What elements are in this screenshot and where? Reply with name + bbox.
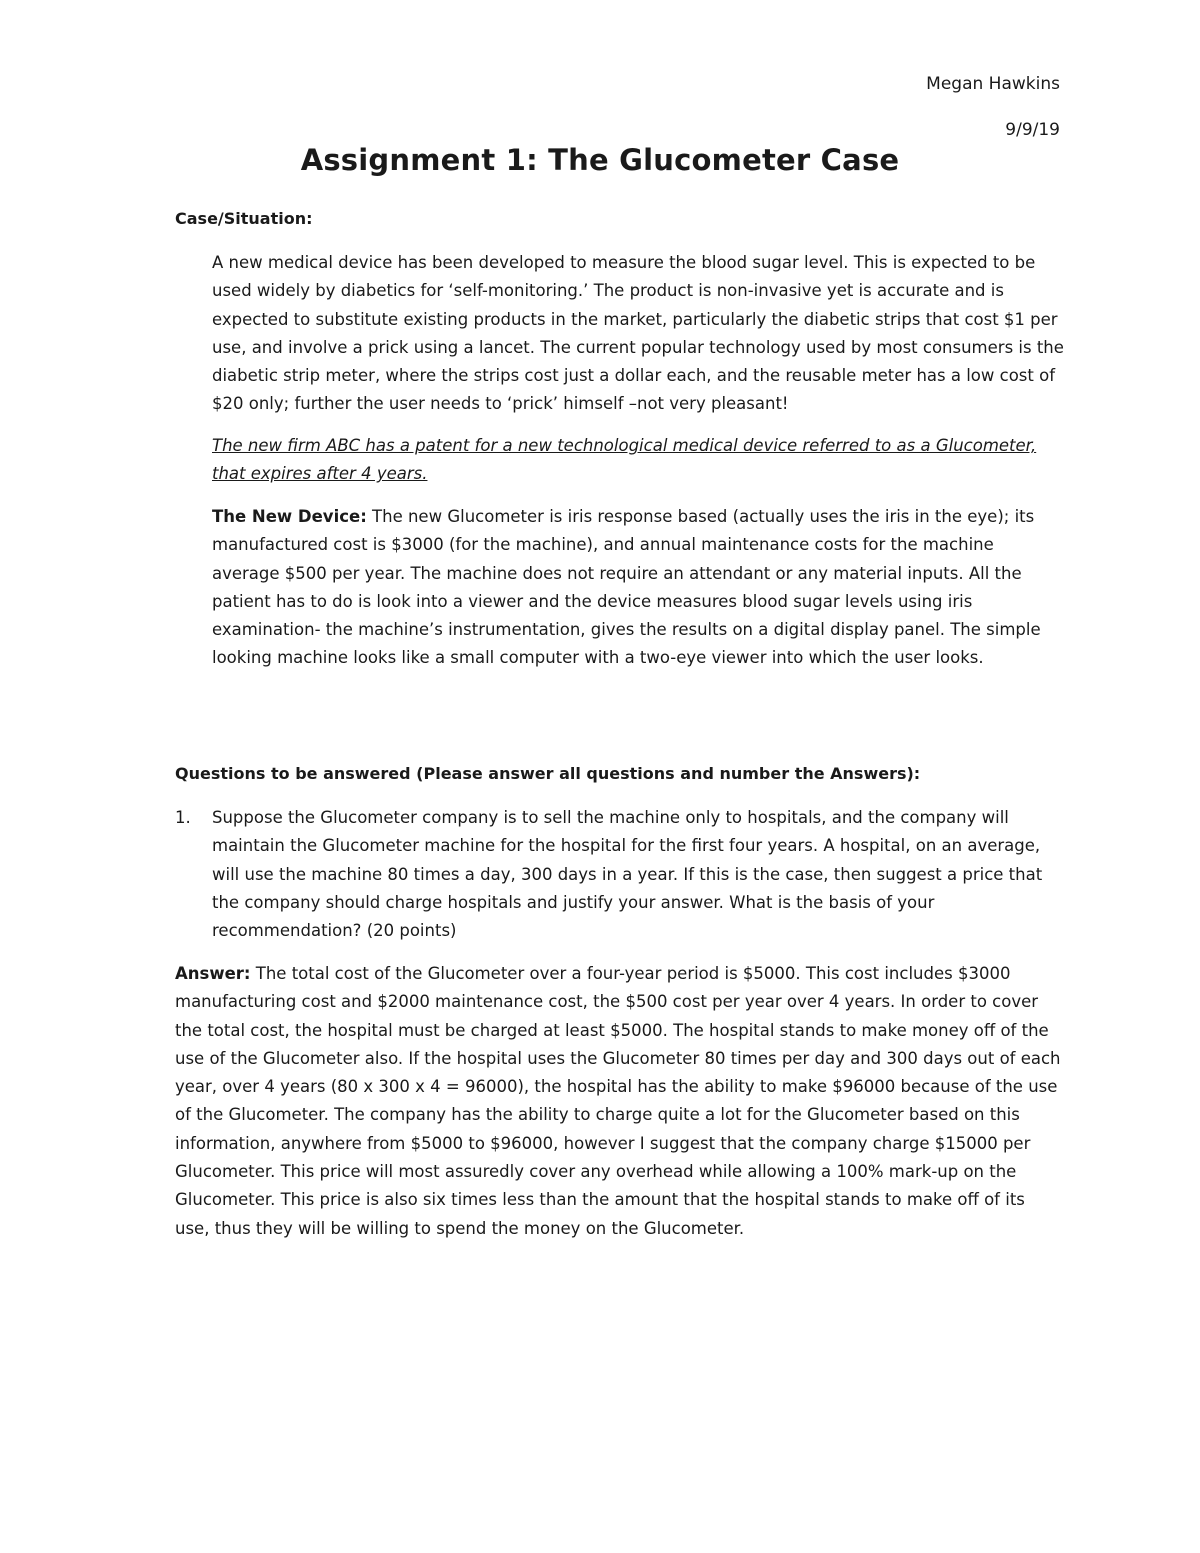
device-text: The new Glucometer is iris response based (actually uses the iris in the eye); its manufactured cost is $3000 (for the machine), and annual maintenance costs for the machine average $500 per year. The machine does not require an attendant or any material inputs. All the patient has to do is look into a viewer and the device measures blood sugar levels using iris examination- the machine’s instrumentation, gives the results on a digital display panel. The simple looking machine looks like a small computer with a two-eye viewer into which the user looks. xyxy=(212,507,1041,668)
case-section-label: Case/Situation: xyxy=(175,209,313,228)
question-number: 1. xyxy=(175,808,191,827)
case-paragraph: A new medical device has been developed to measure the blood sugar level. This is expected to be used widely by diabetics for ‘self-monitoring.’ The product is non-invasive yet is accurate and is expected to substitute existing products in the market, particularly the diabetic strips that cost $1 per use, and involve a prick using a lancet. The current popular technology used by most consumers is the diabetic strip meter, where the strips cost just a dollar each, and the reusable meter has a low cost of $20 only; further the user needs to ‘prick’ himself –not very pleasant! xyxy=(212,253,1064,414)
answer-text: The total cost of the Glucometer over a four-year period is $5000. This cost includes $3000 manufacturing cost and $2000 maintenance cost, the $500 cost per year over 4 years. In order to cover the total cost, the hospital must be charged at least $5000. The hospital stands to make money off of the use of the Glucometer also. If the hospital uses the Glucometer 80 times per day and 300 days out of each year, over 4 years (80 x 300 x 4 = 96000), the hospital has the ability to make $96000 because of the use of the Glucometer. The company has the ability to charge quite a lot for the Glucometer based on this information, anywhere from $5000 to $96000, however I suggest that the company charge $15000 per Glucometer. This price will most assuredly cover any overhead while allowing a 100% mark-up on the Glucometer. This price is also six times less than the amount that the hospital stands to make off of its use, thus they will be willing to spend the money on the Glucometer. xyxy=(175,964,1061,1238)
document-date: 9/9/19 xyxy=(1005,120,1060,140)
answer-paragraph xyxy=(175,960,1063,1243)
page-title: Assignment 1: The Glucometer Case xyxy=(300,143,900,177)
patent-paragraph: The new firm ABC has a patent for a new technological medical device referred to as a Glucometer, that expires after 4 years. xyxy=(212,436,1037,484)
author-name: Megan Hawkins xyxy=(926,74,1060,94)
device-paragraph xyxy=(212,503,1064,673)
answer-label: Answer: xyxy=(175,964,251,983)
questions-section-label: Questions to be answered (Please answer all questions and number the Answers): xyxy=(175,764,921,783)
question-text: Suppose the Glucometer company is to sell the machine only to hospitals, and the company will maintain the Glucometer machine for the hospital for the first four years. A hospital, on an average, will use the machine 80 times a day, 300 days in a year. If this is the case, then suggest a price that the company should charge hospitals and justify your answer. What is the basis of your recommendation? (20 points) xyxy=(212,808,1043,941)
device-label: The New Device: xyxy=(212,507,367,526)
